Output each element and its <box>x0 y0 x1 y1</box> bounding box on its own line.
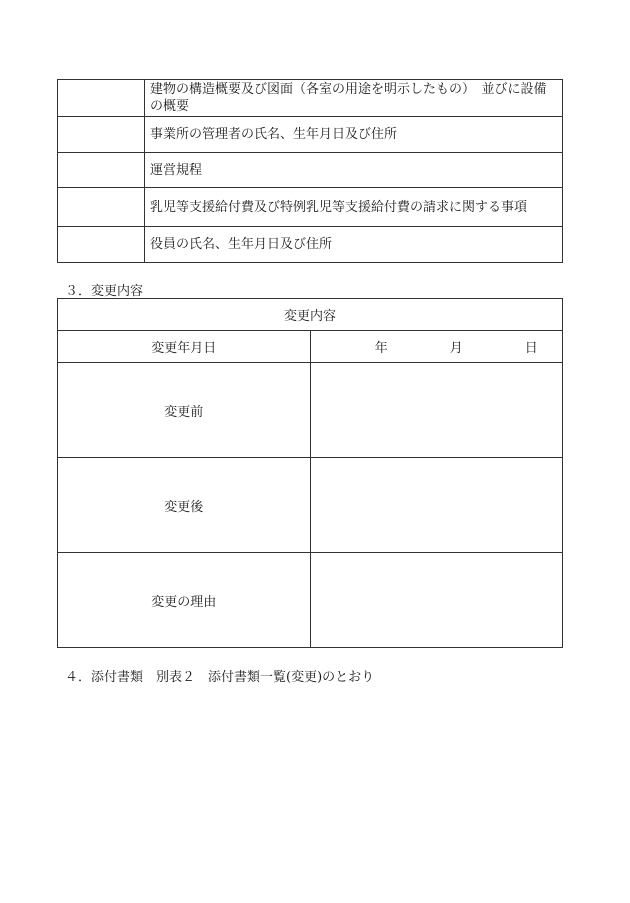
day-label: 日 <box>524 341 538 356</box>
change-table-header: 変更内容 <box>58 299 563 331</box>
table-row <box>58 117 563 153</box>
before-field[interactable] <box>310 363 563 458</box>
year-label: 年 <box>374 341 388 356</box>
item-label: 運営規程 <box>145 153 563 188</box>
checkbox-cell[interactable] <box>58 80 145 117</box>
item-label: 事業所の管理者の氏名、生年月日及び住所 <box>145 117 563 153</box>
table-row <box>58 188 563 227</box>
after-label: 変更後 <box>58 458 311 553</box>
before-label: 変更前 <box>58 363 311 458</box>
reason-field[interactable] <box>310 553 563 648</box>
item-label: 役員の氏名、生年月日及び住所 <box>145 227 563 263</box>
item-label: 乳児等支援給付費及び特例乳児等支援給付費の請求に関する事項 <box>145 188 563 227</box>
table-row <box>58 458 563 553</box>
table-row <box>58 363 563 458</box>
change-date-field[interactable] <box>310 331 563 363</box>
items-table <box>57 79 563 263</box>
change-date-label: 変更年月日 <box>58 331 311 363</box>
change-table <box>57 298 563 648</box>
month-label: 月 <box>449 341 463 356</box>
after-field[interactable] <box>310 458 563 553</box>
table-row <box>58 331 563 363</box>
checkbox-cell[interactable] <box>58 227 145 263</box>
table-header-row <box>58 299 563 331</box>
checkbox-cell[interactable] <box>58 153 145 188</box>
checkbox-cell[interactable] <box>58 188 145 227</box>
table-row <box>58 553 563 648</box>
section4-heading: ４．添付書類 別表２ 添付書類一覧(変更)のとおり <box>65 670 375 685</box>
item-label: 建物の構造概要及び図面（各室の用途を明示したもの） 並びに設備の概要 <box>145 80 563 117</box>
section3-heading: ３．変更内容 <box>65 284 144 299</box>
table-row <box>58 227 563 263</box>
checkbox-cell[interactable] <box>58 117 145 153</box>
table-row <box>58 80 563 117</box>
reason-label: 変更の理由 <box>58 553 311 648</box>
table-row <box>58 153 563 188</box>
